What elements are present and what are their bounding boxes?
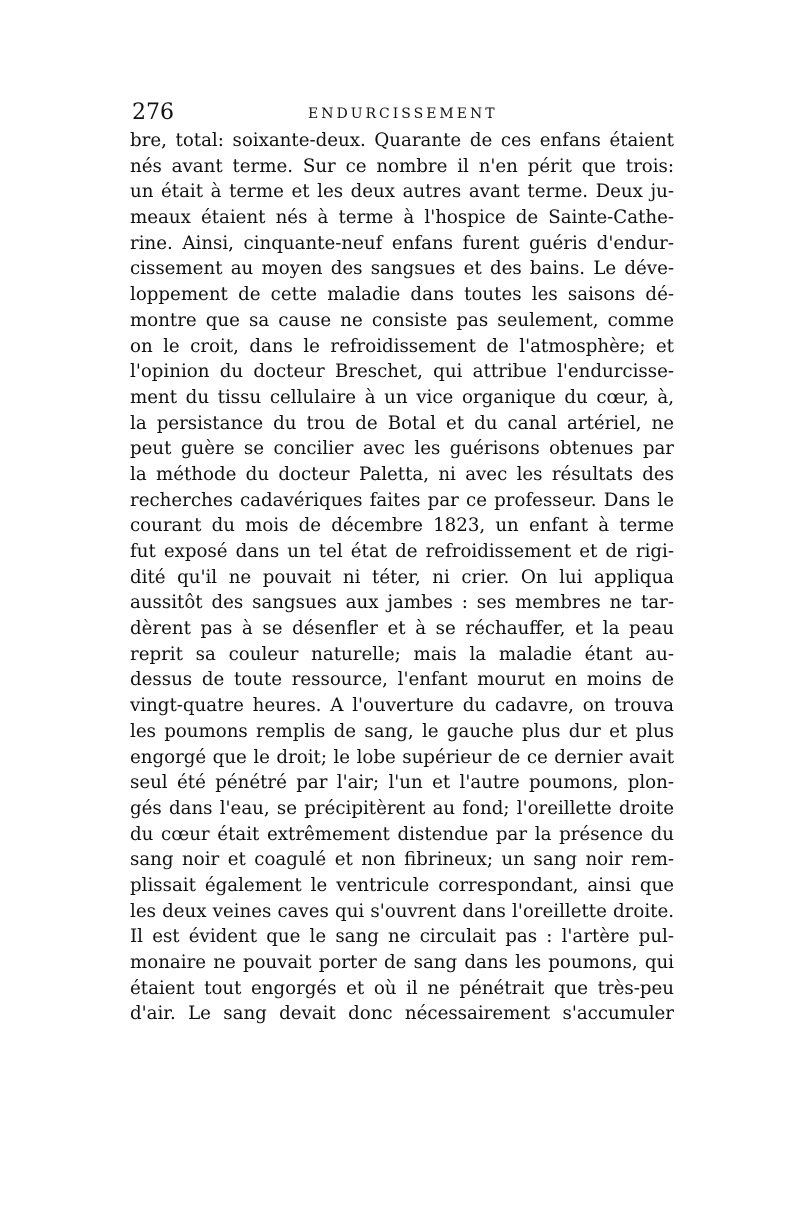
text-line: sang noir et coagulé et non fibrineux; un sang noir rem- <box>130 849 674 871</box>
text-line: dèrent pas à se désenfler et à se réchauffer, et la peau <box>130 618 674 640</box>
text-line: recherches cadavériques faites par ce professeur. Dans le <box>130 489 674 511</box>
text-line: fut exposé dans un tel état de refroidissement et de rigi- <box>130 541 674 562</box>
text-line: la persistance du trou de Botal et du canal artériel, ne <box>130 412 674 434</box>
text-line: Il est évident que le sang ne circulait pas : l'artère pul- <box>130 926 674 948</box>
text-line: on le croit, dans le refroidissement de l'atmosphère; et <box>130 335 674 357</box>
text-line: montre que sa cause ne consiste pas seulement, comme <box>130 309 674 331</box>
text-line: monaire ne pouvait porter de sang dans les poumons, qui <box>130 952 674 973</box>
text-line: dité qu'il ne pouvait ni téter, ni crier. On lui appliqua <box>130 566 674 588</box>
page-header <box>132 100 672 130</box>
text-line: gés dans l'eau, se précipitèrent au fond; l'oreillette droite <box>130 797 674 819</box>
page-number: 276 <box>132 100 174 125</box>
text-line: un était à terme et les deux autres avant terme. Deux ju- <box>130 181 674 203</box>
text-line: engorgé que le droit; le lobe supérieur de ce dernier avait <box>130 746 674 768</box>
text-line: l'opinion du docteur Breschet, qui attribue l'endurcisse- <box>130 361 674 383</box>
text-line: reprit sa couleur naturelle; mais la maladie étant au- <box>130 643 674 665</box>
text-line: seul été pénétré par l'air; l'un et l'autre poumons, plon- <box>130 772 674 794</box>
text-line: la méthode du docteur Paletta, ni avec les résultats des <box>130 463 674 485</box>
text-line: nés avant terme. Sur ce nombre il n'en périt que trois: <box>130 155 674 177</box>
text-line: les deux veines caves qui s'ouvrent dans l'oreillette droite. <box>130 900 674 922</box>
text-line: cissement au moyen des sangsues et des bains. Le déve- <box>130 258 674 280</box>
text-line: étaient tout engorgés et où il ne pénétrait que très-peu <box>130 977 674 999</box>
text-line: d'air. Le sang devait donc nécessairement s'accumuler <box>130 1003 674 1025</box>
running-head: ENDURCISSEMENT <box>308 106 498 122</box>
text-line: aussitôt des sangsues aux jambes : ses membres ne tar- <box>130 592 674 614</box>
text-line: ment du tissu cellulaire à un vice organique du cœur, à, <box>130 386 674 408</box>
text-line: rine. Ainsi, cinquante-neuf enfans furent guéris d'endur- <box>130 232 674 254</box>
text-line: du cœur était extrêmement distendue par la présence du <box>130 823 674 845</box>
text-line: les poumons remplis de sang, le gauche plus dur et plus <box>130 720 674 742</box>
text-line: loppement de cette maladie dans toutes les saisons dé- <box>130 284 674 306</box>
text-line: vingt-quatre heures. A l'ouverture du cadavre, on trouva <box>130 695 674 717</box>
body-text <box>130 128 674 1027</box>
text-line: dessus de toute ressource, l'enfant mourut en moins de <box>130 669 674 691</box>
text-line: plissait également le ventricule correspondant, ainsi que <box>130 874 674 896</box>
text-line: bre, total: soixante-deux. Quarante de ces enfans étaient <box>130 130 674 151</box>
text-line: peut guère se concilier avec les guérisons obtenues par <box>130 438 674 460</box>
text-line: courant du mois de décembre 1823, un enfant à terme <box>130 515 674 537</box>
text-line: meaux étaient nés à terme à l'hospice de Sainte-Cathe- <box>130 207 674 229</box>
